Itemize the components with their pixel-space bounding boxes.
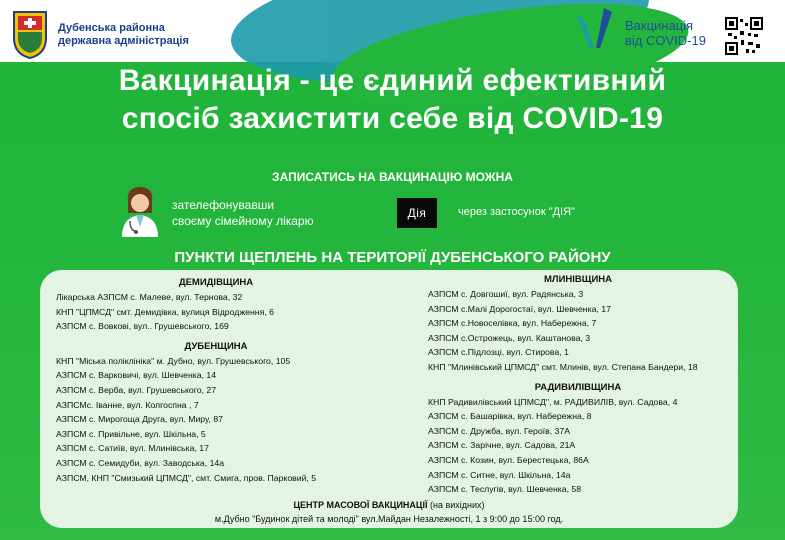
doctor-icon [118,183,162,237]
right-column [428,273,728,497]
vaccination-line-1: Вакцинація [625,18,694,33]
coat-of-arms-icon [10,8,50,60]
administration-name [58,22,189,48]
diya-option-text: через застосунок "ДІЯ" [458,206,575,218]
list-item: АЗПСМ с.Острожець, вул. Каштанова, 3 [428,332,591,343]
list-item: АЗПСМ с. Сатиїв, вул. Млинівська, 17 [56,443,209,454]
list-item: АЗПСМ с. Башарівка, вул. Набережна, 8 [428,411,592,422]
admin-line-2: державна адміністрація [58,35,189,47]
list-item: АЗПСМ с. Семидуби, вул. Заводська, 14а [56,457,225,468]
list-item: АЗПСМ с. Довгошиї, вул. Радянська, 3 [428,289,584,299]
mass-vaccination-center [40,498,738,526]
vaccination-logo-text [625,18,706,48]
doctor-option [172,197,314,229]
qr-code-icon[interactable] [724,16,764,56]
list-item: АЗПСМс. Іванне, вул. Колгоспна , 7 [56,399,199,410]
section-title-radyvylivshchyna: РАДИВИЛІВЩИНА [534,381,622,393]
list-item: КНП "ЦПМСД" смт. Демидівка, вулиця Відродження, 6 [56,306,274,317]
doctor-option-line-1: зателефонувавши [172,198,275,212]
vaccination-points-title: ПУНКТИ ЩЕПЛЕНЬ НА ТЕРИТОРІЇ ДУБЕНСЬКОГО РАЙОНУ [174,249,611,266]
section-title-demydivshchyna: ДЕМИДІВЩИНА [178,277,254,288]
list-item: КНП "Млинівський ЦПМСД" смт. Млинів, вул. Степана Бандери, 18 [428,361,698,372]
diya-app-icon[interactable]: Дія [397,198,437,228]
admin-line-1: Дубенська районна [58,22,165,34]
list-item: АЗПСМ с. Дружба, вул. Героїв, 37А [428,425,570,436]
list-item: АЗПСМ с. Зарічне, вул. Садова, 21А [428,440,576,451]
main-title [0,62,785,138]
list-item: КНП Радивилівський ЦПМСД", м. РАДИВИЛІВ, вул. Садова, 4 [428,396,678,407]
section-title-dubenshchyna: ДУБЕНЩИНА [184,340,248,352]
mass-center-note: (на вихідних) [430,500,485,510]
list-item: АЗПСМ с. Мирогоща Друга, вул. Миру, 87 [56,414,223,425]
list-item: Лікарська АЗПСМ с. Малеве, вул. Тернова, 32 [56,292,243,302]
list-item: АЗПСМ с.Новоселівка, вул. Набережна, 7 [428,318,597,329]
title-line-2: спосіб захистити себе від COVID-19 [121,102,664,135]
signup-subtitle: ЗАПИСАТИСЬ НА ВАКЦИНАЦІЮ МОЖНА [272,170,513,184]
mass-center-heading [40,498,738,512]
mass-center-address: м.Дубно "Будинок дітей та молоді" вул.Майдан Незалежності, 1 з 9:00 до 15:00 год. [214,514,564,524]
mass-center-title: ЦЕНТР МАСОВОЇ ВАКЦИНАЦІЇ [293,500,428,510]
list-item: АЗПСМ с. Козин, вул. Берестецька, 86А [428,454,589,465]
list-item: АЗПСМ с.Підлозці, вул. Стирова, 1 [428,347,569,358]
list-item: АЗПСМ с. Теслугів, вул. Шевченка, 58 [428,484,582,495]
doctor-option-line-2: своєму сімейному лікарю [172,214,314,228]
list-item: АЗПСМ с. Вовкові, вул.. Грушевського, 169 [56,321,229,332]
left-column [56,276,376,485]
list-item: АЗПСМ с. Верба, вул. Грушевського, 27 [56,384,217,395]
vaccination-logo-icon [574,6,618,52]
section-title-mlynivshchyna: МЛИНІВЩИНА [544,274,612,285]
list-item: АЗПСМ, КНП "Смизький ЦПМСД", смт. Смига, пров. Парковий, 5 [56,472,317,483]
vaccination-line-2: від COVID-19 [625,33,706,48]
list-item: АЗПСМ с. Ситне, вул. Шкільна, 14а [428,469,571,480]
list-item: АЗПСМ с. Привільне, вул. Шкільна, 5 [56,428,206,439]
list-item: АЗПСМ с.Малі Дорогостаї, вул. Шевченка, 17 [428,303,611,314]
list-item: АЗПСМ с. Варковичі, вул. Шевченка, 14 [56,370,217,381]
title-line-1: Вакцинація - це єдиний ефективний [118,64,667,97]
list-item: КНП "Міська поліклініка" м. Дубно, вул. Грушевського, 105 [56,355,291,366]
